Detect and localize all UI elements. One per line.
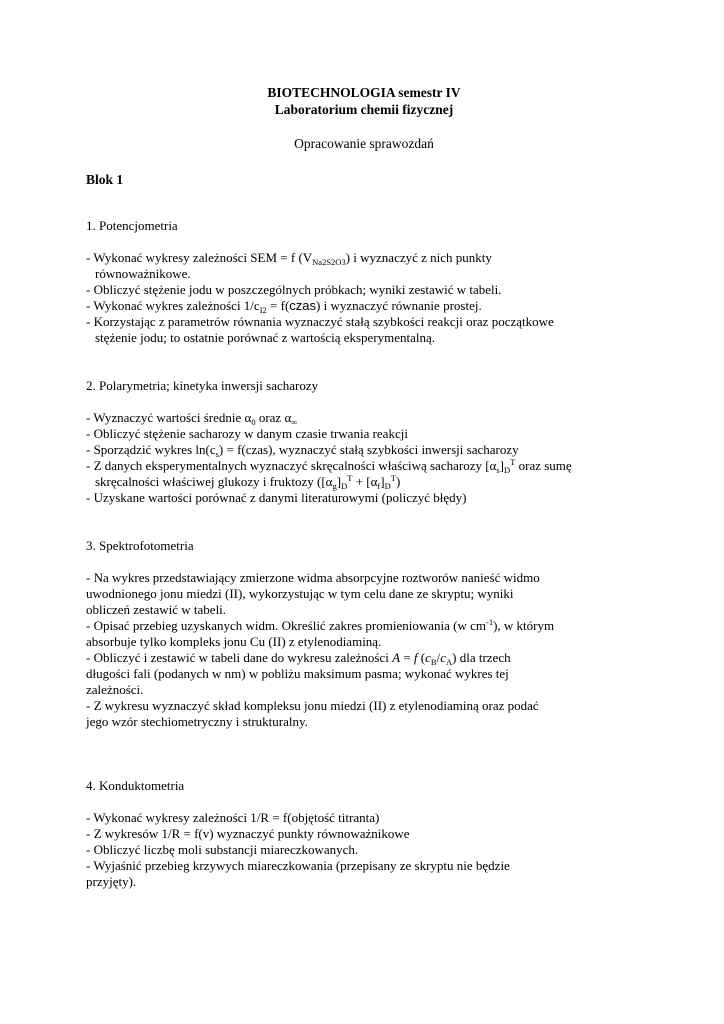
list-item: - Obliczyć stężenie sacharozy w danym czasie trwania reakcji [86,426,408,441]
paragraph-line: długości fali (podanych w nm) w pobliżu maksimum pasma; wykonać wykres tej [86,666,509,681]
paragraph-line: obliczeń zestawić w tabeli. [86,602,227,617]
document-subtitle-lab: Laboratorium chemii fizycznej [274,102,454,117]
list-item: - Z danych eksperymentalnych wyznaczyć skręcalności właściwą sacharozy $[\alpha_s]_D^T$ oraz sumę [86,457,572,475]
list-item: - Wyznaczyć wartości średnie $\alpha_0$ oraz $\alpha_\infty$ [86,410,298,427]
section-list-polarymetria [86,410,646,506]
section-list-potencjometria [86,250,646,346]
document-page [86,84,646,890]
section-heading-spektrofotometria: 3. Spektrofotometria [86,538,194,553]
list-item: - Wyjaśnić przebieg krzywych miareczkowania (przepisany ze skryptu nie będzie [86,858,510,873]
list-item: - Korzystając z parametrów równania wyznaczyć stałą szybkości reakcji oraz początkowe [86,314,554,329]
section-list-spektrofotometria [86,570,646,730]
list-item-continuation: skręcalności właściwej glukozy i fruktozy $([\alpha_g]_D^T + [\alpha_f]_D^T)$ [95,473,401,491]
list-item: - Wykonać wykres zależności $1/c_{I2}$ = f(czas) i wyznaczyć równanie prostej. [86,298,482,315]
paragraph-line: - Opisać przebieg uzyskanych widm. Określić zakres promieniowania (w $cm^{-1}$), w którym [86,617,555,633]
paragraph-line: absorbuje tylko kompleks jonu Cu (II) z etylenodiaminą. [86,634,382,649]
section-heading-polarymetria: 2. Polarymetria; kinetyka inwersji sacharozy [86,378,319,393]
paragraph-line: - Z wykresu wyznaczyć skład kompleksu jonu miedzi (II) z etylenodiaminą oraz podać [86,698,539,713]
paragraph-line: zależności. [86,682,144,697]
section-list-konduktometria [86,810,646,890]
list-item: - Wykonać wykresy zależności 1/R = f(objętość titranta) [86,810,380,825]
list-item: - Z wykresów 1/R = f(v) wyznaczyć punkty równoważnikowe [86,826,410,841]
document-title: BIOTECHNOLOGIA semestr IV [267,85,461,100]
document-subtitle: Opracowanie sprawozdań [294,136,434,151]
paragraph-line: - Na wykres przedstawiający zmierzone widma absorpcyjne roztworów nanieść widmo [86,570,540,585]
list-item: - Sporządzić wykres $\ln(c_s)$ = f(czas), wyznaczyć stałą szybkości inwersji sacharozy [86,442,519,459]
paragraph-line: - Obliczyć i zestawić w tabeli dane do wykresu zależności A = f $(c_B/c_A)$ dla trzech [86,650,511,667]
block-label: Blok 1 [86,172,124,187]
paragraph-line: jego wzór stechiometryczny i strukturalny. [86,714,308,729]
list-item: - Uzyskane wartości porównać z danymi literaturowymi (policzyć błędy) [86,490,467,505]
list-item-continuation: równoważnikowe. [95,266,191,281]
list-item: - Obliczyć liczbę moli substancji miareczkowanych. [86,842,359,857]
section-heading-konduktometria: 4. Konduktometria [86,778,185,793]
list-item: - Obliczyć stężenie jodu w poszczególnych próbkach; wyniki zestawić w tabeli. [86,282,502,297]
list-item-continuation: przyjęty). [86,874,137,889]
paragraph-line: uwodnionego jonu miedzi (II), wykorzystując w tym celu dane ze skryptu; wyniki [86,586,514,601]
list-item: - Wykonać wykresy zależności SEM = f $(V_{Na2S2O3})$ i wyznaczyć z nich punkty [86,250,492,267]
section-heading-potencjometria: 1. Potencjometria [86,218,178,233]
document-header [86,84,642,152]
list-item-continuation: stężenie jodu; to ostatnie porównać z wartością eksperymentalną. [95,330,436,345]
